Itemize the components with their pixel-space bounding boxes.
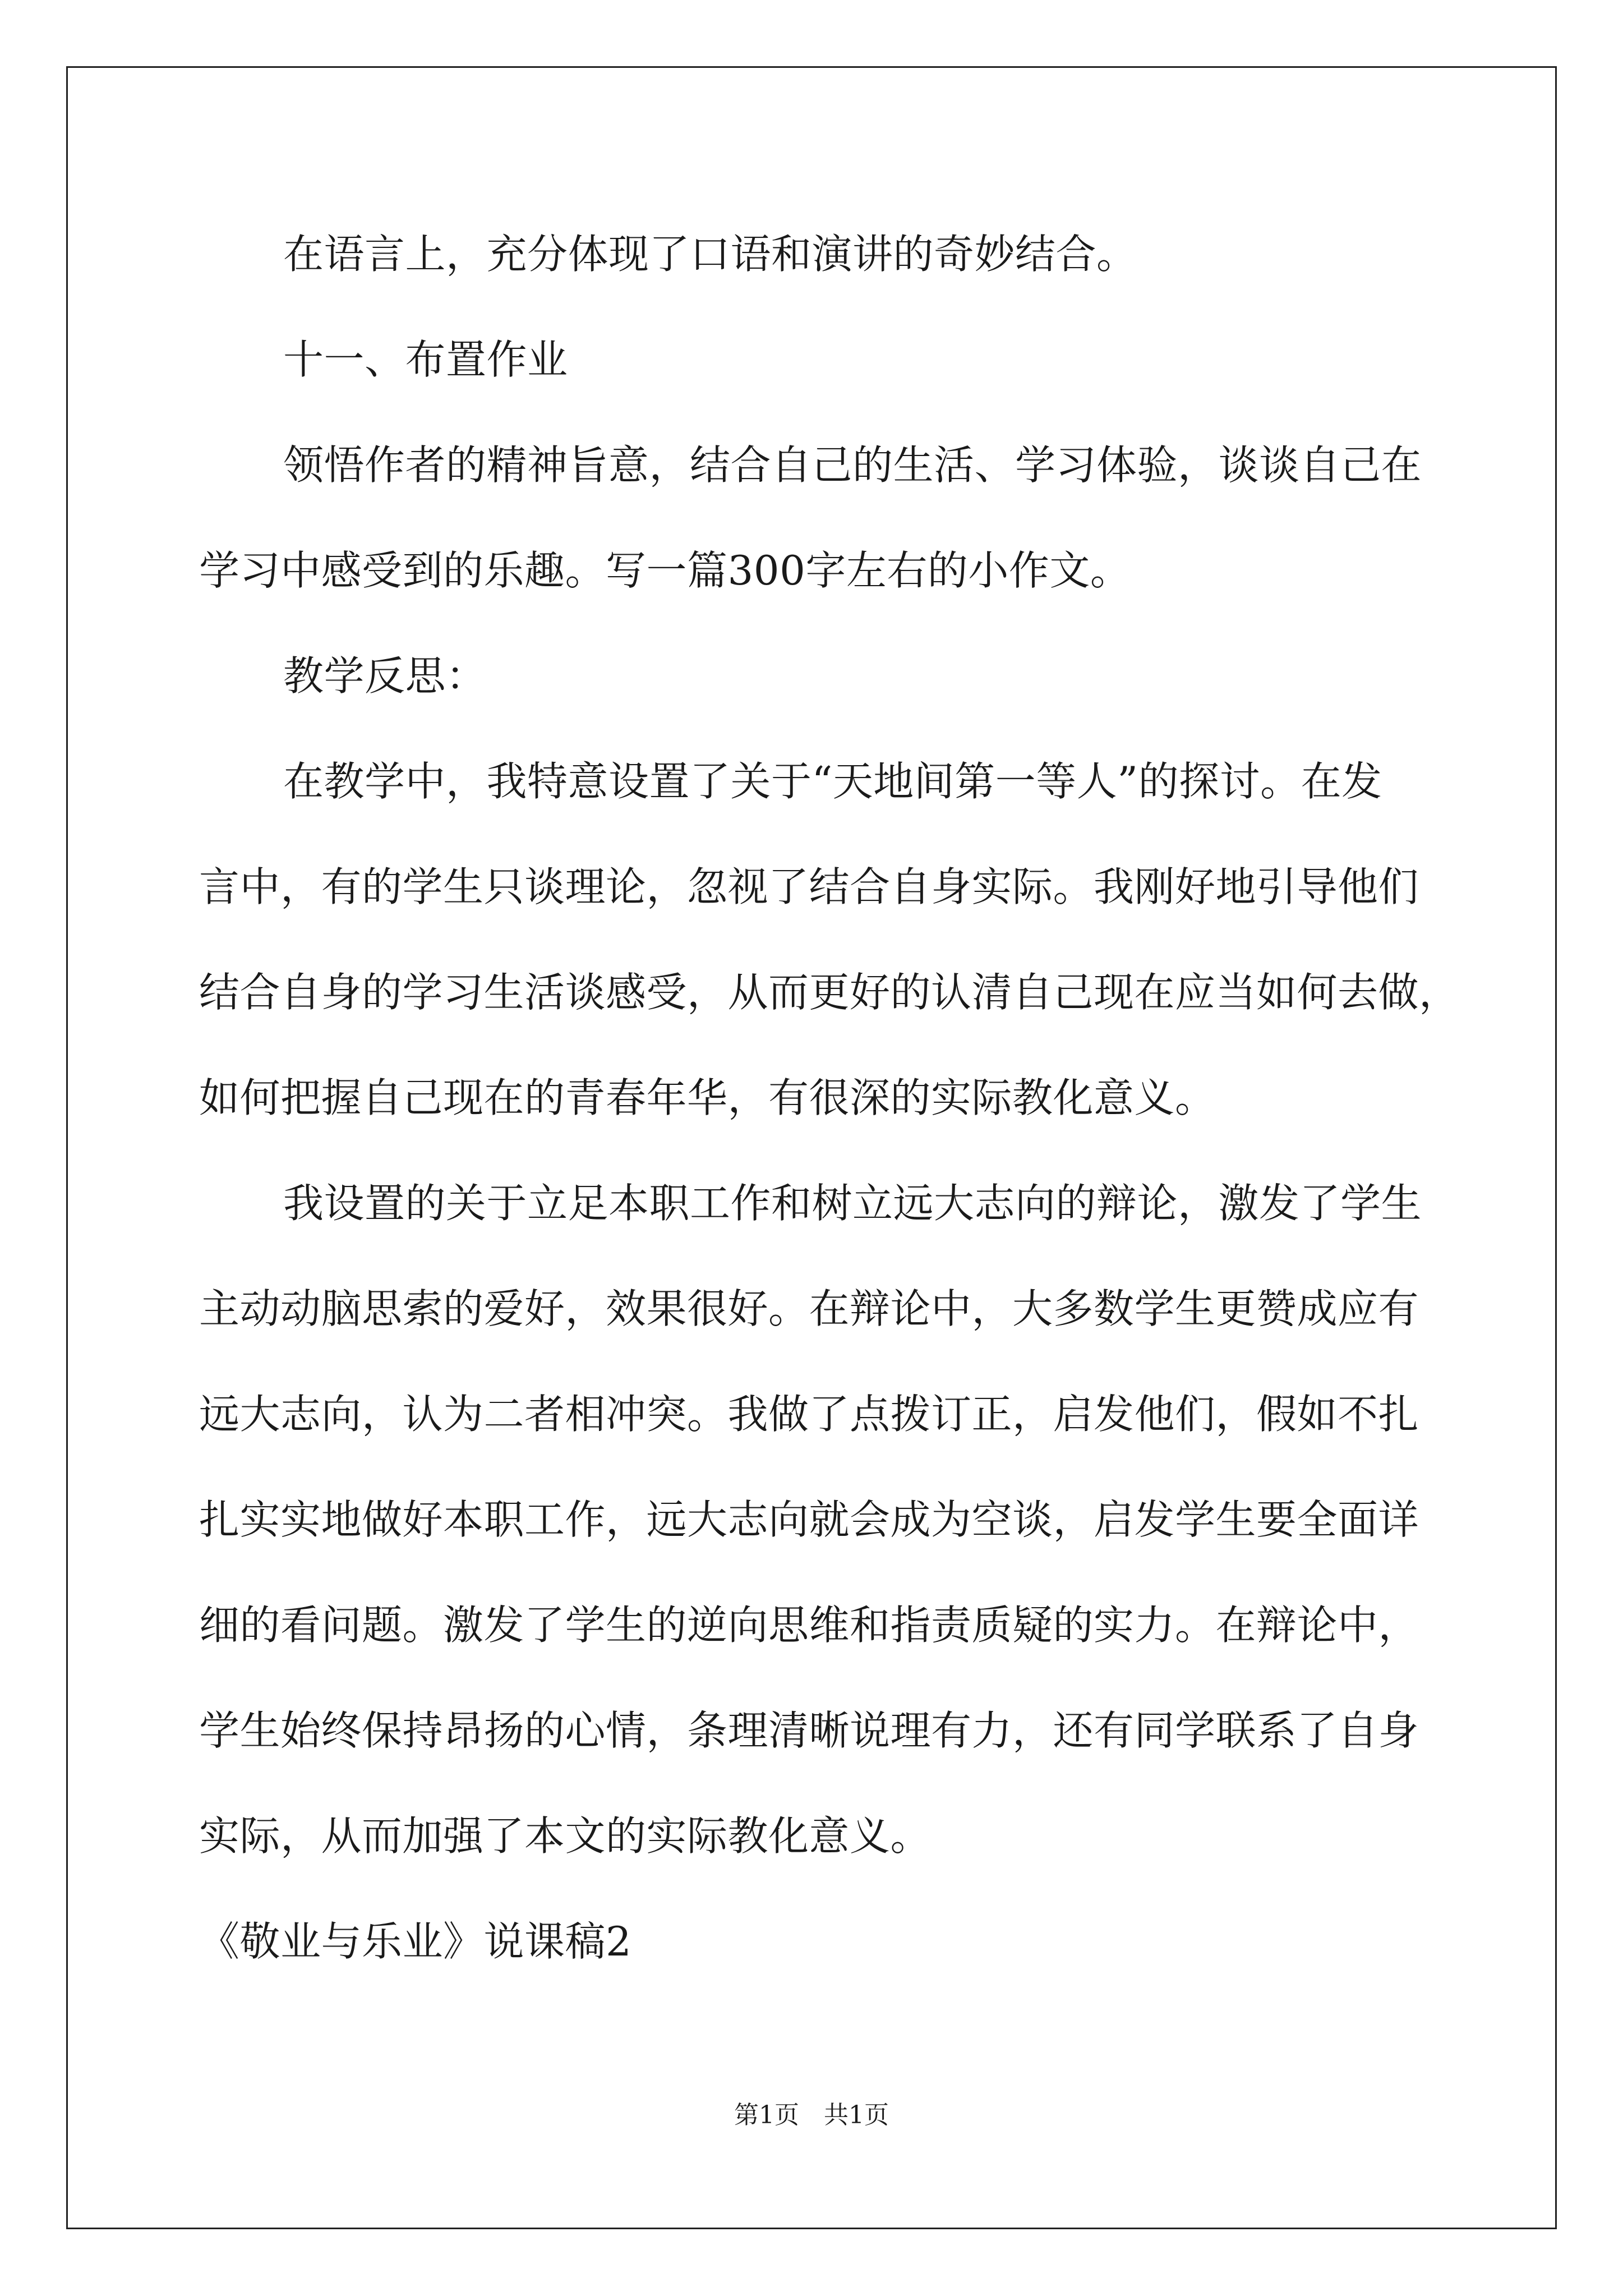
paragraph-line: 学习中感受到的乐趣。写一篇300字左右的小作文。 [199,547,1131,594]
paragraph-line: 结合自身的学习生活谈感受，从而更好的认清自己现在应当如何去做， [199,969,1460,1016]
paragraph-line: 学生始终保持昂扬的心情，条理清晰说理有力，还有同学联系了自身 [199,1707,1419,1754]
paragraph-line: 如何把握自己现在的青春年华，有很深的实际教化意义。 [199,1074,1216,1121]
paragraph-line: 在语言上，充分体现了口语和演讲的奇妙结合。 [283,231,1137,278]
paragraph-line: 领悟作者的精神旨意，结合自己的生活、学习体验，谈谈自己在 [283,441,1422,489]
section-heading: 教学反思： [283,652,487,700]
page-footer: 第1页 共1页 [734,2101,889,2129]
paragraph-line: 细的看问题。激发了学生的逆向思维和指责质疑的实力。在辩论中， [199,1602,1419,1649]
paragraph-line: 言中，有的学生只谈理论，忽视了结合自身实际。我刚好地引导他们 [199,863,1419,910]
paragraph-line: 扎实实地做好本职工作，远大志向就会成为空谈，启发学生要全面详 [199,1496,1419,1543]
paragraph-line: 实际，从而加强了本文的实际教化意义。 [199,1812,932,1860]
paragraph-line: 远大志向，认为二者相冲突。我做了点拨订正，启发他们，假如不扎 [199,1391,1419,1438]
section-heading: 十一、布置作业 [283,336,568,383]
paragraph-line: 在教学中，我特意设置了关于“天地间第一等人”的探讨。在发 [283,758,1382,805]
page-border [66,66,1557,2229]
paragraph-line: 我设置的关于立足本职工作和树立远大志向的辩论，激发了学生 [283,1180,1422,1227]
document-title: 《敬业与乐业》说课稿2 [199,1918,632,1965]
paragraph-line: 主动动脑思索的爱好，效果很好。在辩论中，大多数学生更赞成应有 [199,1285,1419,1332]
